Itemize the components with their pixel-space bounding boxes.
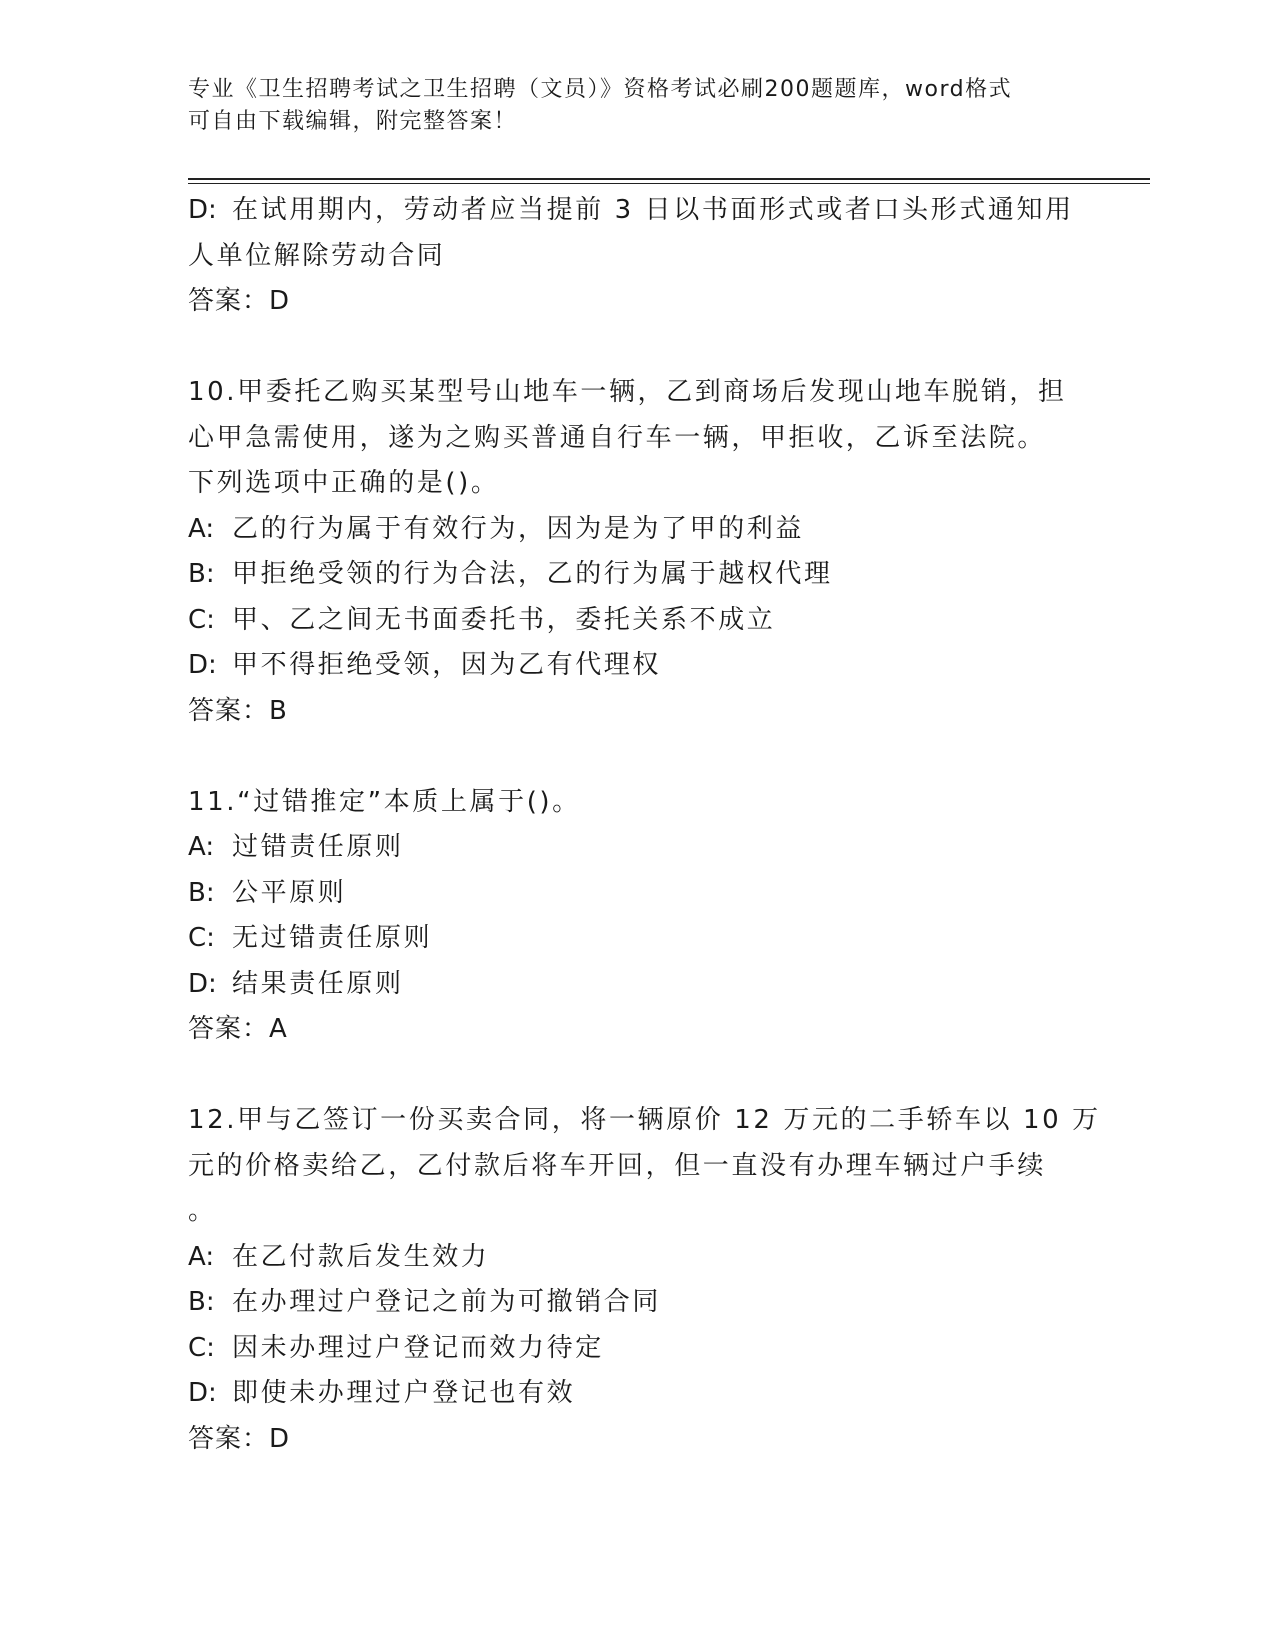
option-label: C: (188, 604, 215, 635)
answer-line: 答案：D (188, 1423, 291, 1454)
option-a (188, 825, 1088, 871)
answer-line: 答案：A (188, 1014, 288, 1044)
option-label: B: (188, 877, 215, 908)
question-spacer (188, 734, 1088, 780)
option-text: 甲拒绝受领的行为合法，乙的行为属于越权代理 (232, 559, 833, 589)
option-label: D: (188, 195, 217, 225)
option-b (188, 871, 1088, 917)
question-stem-line: 下列选项中正确的是()。 (188, 468, 500, 498)
option-label: A: (188, 1241, 215, 1272)
option-a (188, 1235, 1088, 1281)
option-text: 因未办理过户登记而效力待定 (232, 1332, 604, 1363)
option-label: B: (188, 1287, 215, 1317)
option-label: C: (188, 923, 215, 953)
option-text: 在办理过户登记之前为可撤销合同 (232, 1287, 662, 1317)
option-label: A: (188, 832, 215, 862)
option-label: D: (188, 1378, 217, 1408)
option-d (188, 1371, 1088, 1417)
document-body (188, 188, 1101, 1462)
option-c (188, 1326, 1088, 1372)
option-label: D: (188, 650, 217, 680)
question-9-continuation (188, 188, 1088, 325)
header-title-line-2: 可自由下载编辑，附完整答案！ (188, 109, 518, 134)
option-text: 过错责任原则 (232, 832, 404, 862)
header-divider-thin (188, 183, 1150, 184)
question-stem-line: 11.“过错推定”本质上属于()。 (188, 786, 581, 817)
option-c (188, 598, 1088, 644)
option-d-line-1 (188, 188, 1088, 234)
option-text: 甲不得拒绝受领，因为乙有代理权 (232, 650, 662, 680)
option-d-line-2: 人单位解除劳动合同 (188, 240, 446, 271)
option-a (188, 507, 1088, 553)
option-label: D: (188, 968, 217, 999)
option-text: 结果责任原则 (232, 968, 404, 999)
option-b (188, 552, 1088, 598)
option-text: 即使未办理过户登记也有效 (232, 1378, 576, 1408)
question-spacer (188, 1053, 1088, 1099)
option-text: 甲、乙之间无书面委托书，委托关系不成立 (232, 604, 776, 635)
option-text: 乙的行为属于有效行为，因为是为了甲的利益 (232, 513, 805, 544)
question-stem-line: 元的价格卖给乙，乙付款后将车开回，但一直没有办理车辆过户手续 (188, 1150, 1047, 1181)
page-header (188, 74, 1068, 138)
option-label: B: (188, 559, 215, 589)
option-c (188, 916, 1088, 962)
answer-line: 答案：D (188, 286, 291, 316)
question-10 (188, 370, 1088, 734)
question-spacer (188, 325, 1088, 371)
option-text: 无过错责任原则 (232, 923, 433, 953)
question-11 (188, 780, 1088, 1053)
option-text: 在试用期内，劳动者应当提前 3 日以书面形式或者口头形式通知用 (232, 195, 1074, 225)
option-text: 在乙付款后发生效力 (232, 1241, 490, 1272)
option-d (188, 962, 1088, 1008)
header-title-line-1: 专业《卫生招聘考试之卫生招聘（文员）》资格考试必刷200题题库，word格式 (188, 77, 1013, 102)
question-stem-line: 。 (188, 1196, 217, 1226)
question-stem-line: 心甲急需使用，遂为之购买普通自行车一辆，甲拒收，乙诉至法院。 (188, 422, 1047, 453)
option-text: 公平原则 (232, 877, 347, 908)
header-divider-thick (188, 178, 1150, 180)
question-stem-line: 10.甲委托乙购买某型号山地车一辆，乙到商场后发现山地车脱销，担 (188, 377, 1067, 407)
option-label: A: (188, 513, 215, 544)
option-d (188, 643, 1088, 689)
option-label: C: (188, 1332, 215, 1363)
question-stem-line: 12.甲与乙签订一份买卖合同，将一辆原价 12 万元的二手轿车以 10 万 (188, 1105, 1101, 1135)
question-12 (188, 1098, 1101, 1462)
option-b (188, 1280, 1088, 1326)
answer-line: 答案：B (188, 695, 288, 726)
